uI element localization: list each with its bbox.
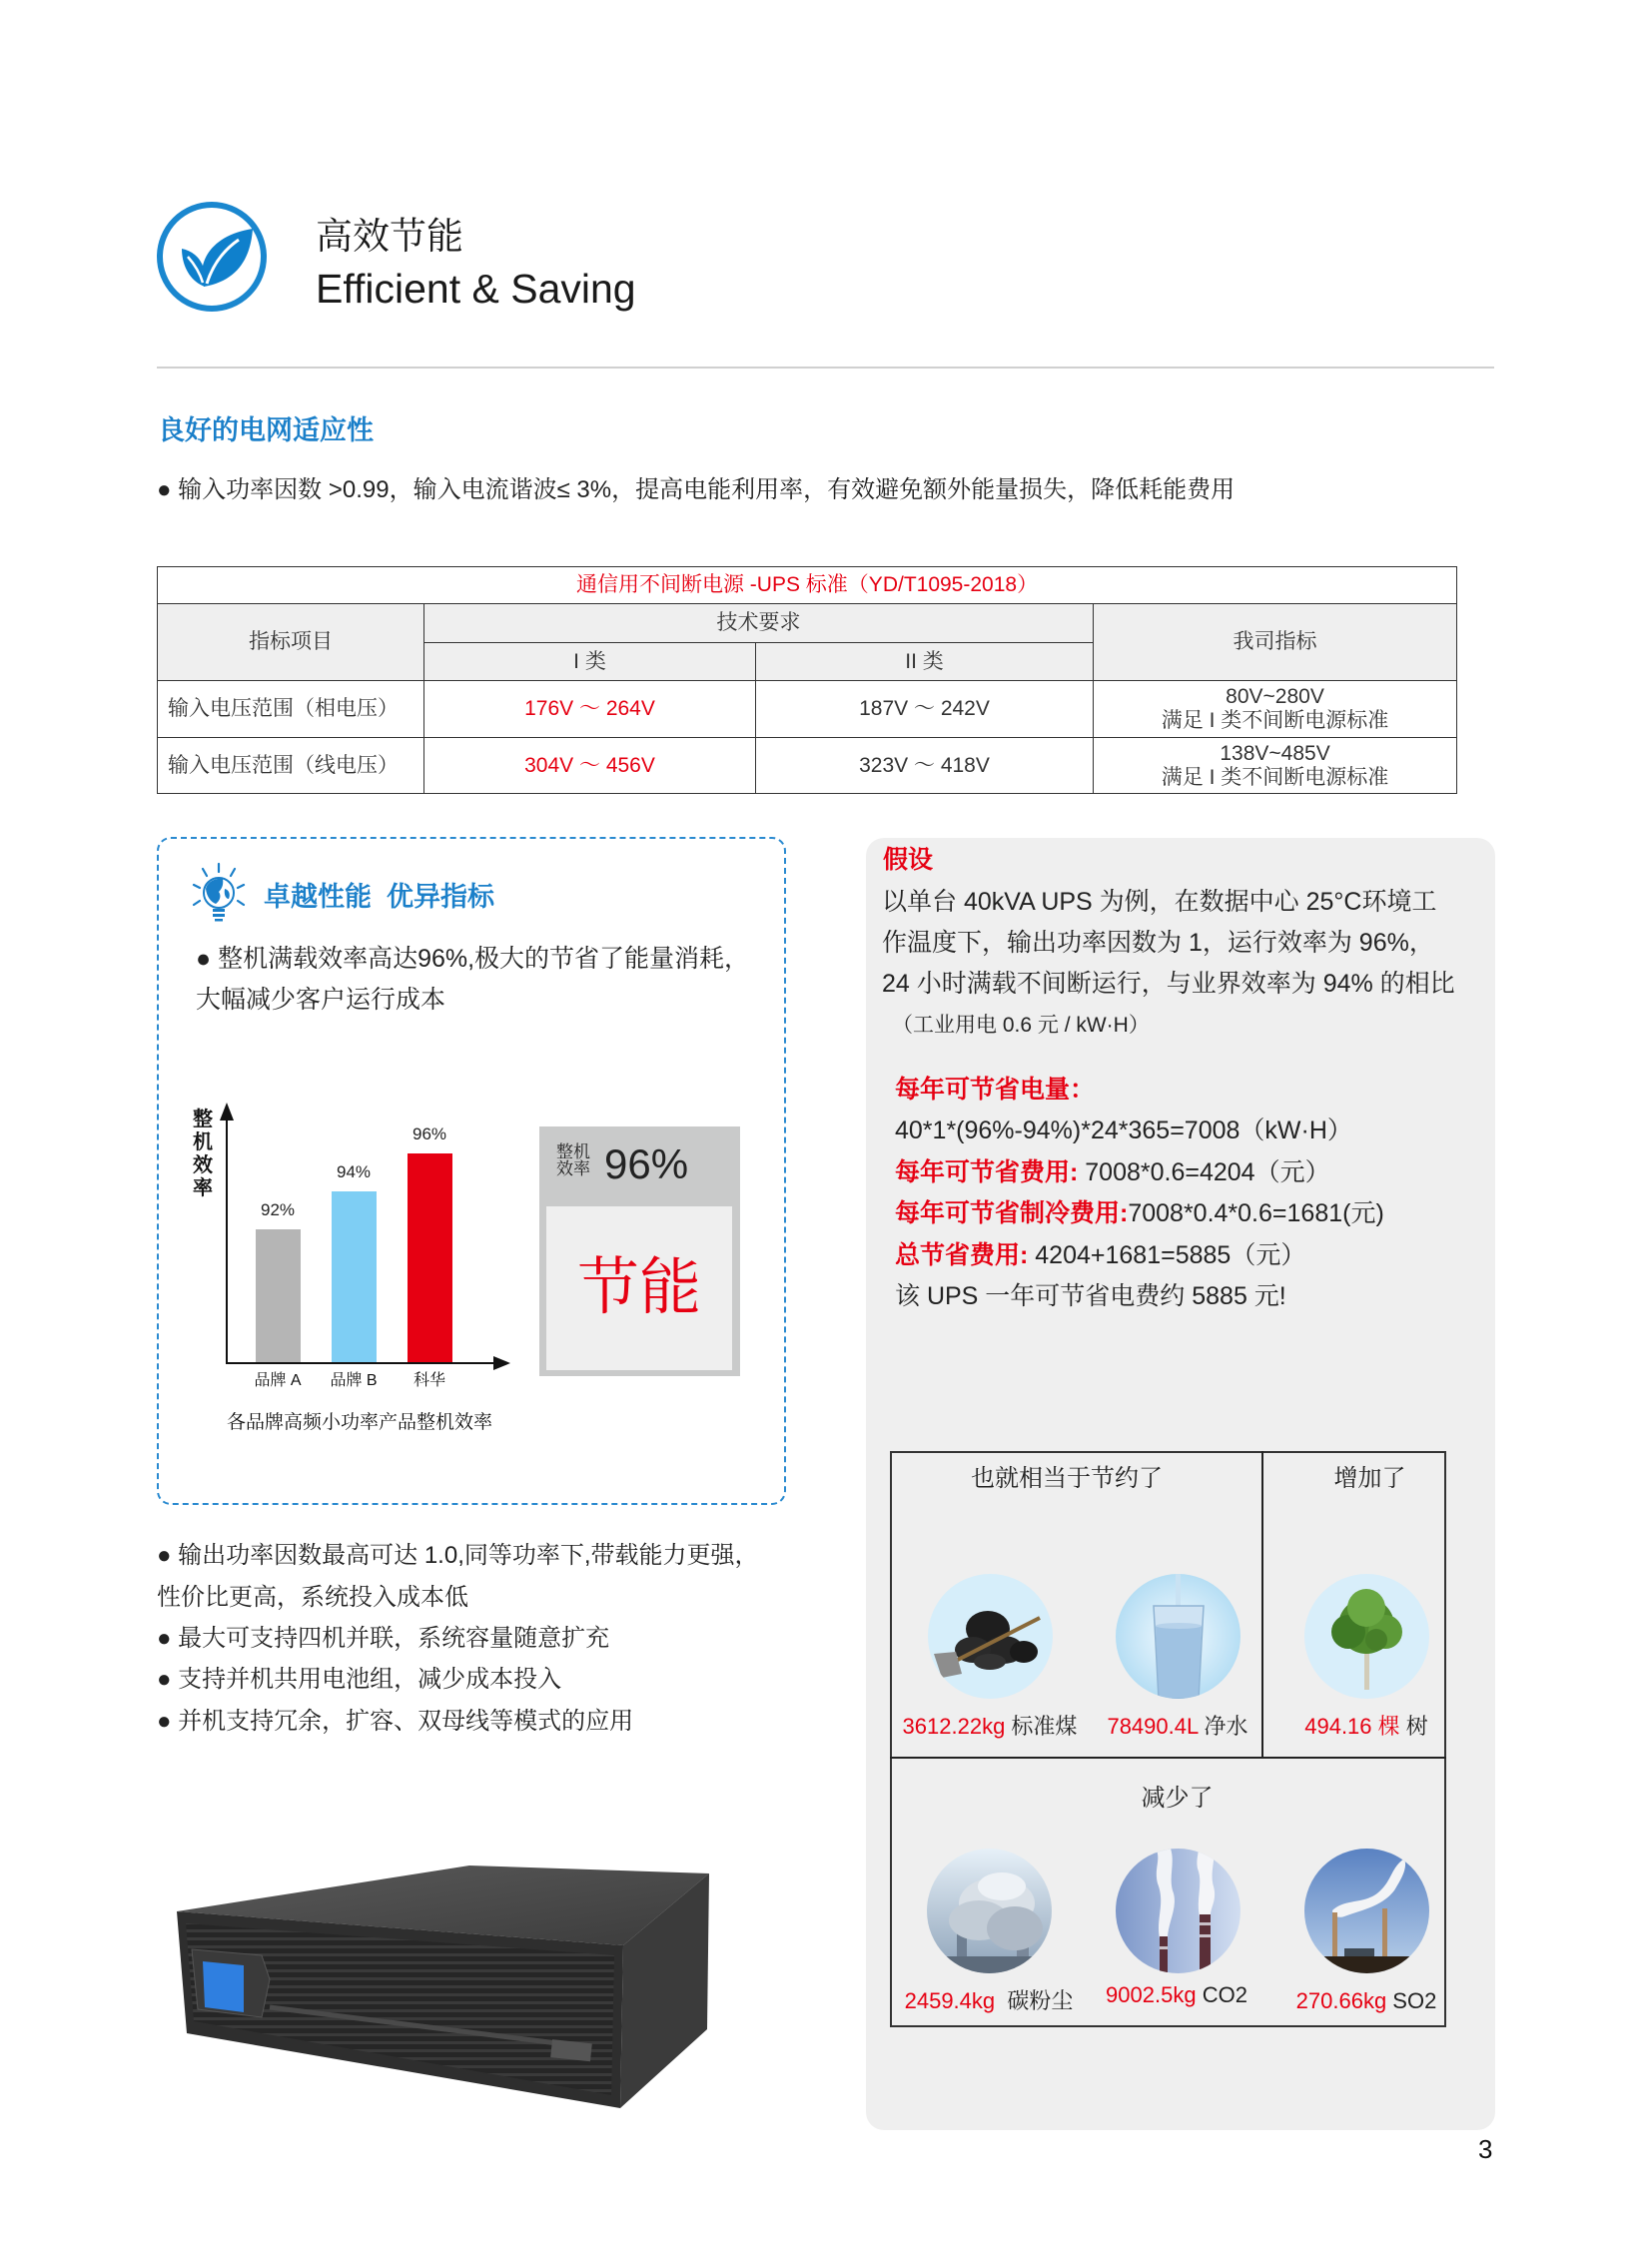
feature-item-continued: 性价比更高，系统投入成本低 bbox=[157, 1584, 468, 1611]
calc-value: 7008*0.6=4204（元） bbox=[1078, 1158, 1330, 1186]
ups-standard-table bbox=[157, 566, 1457, 794]
equivalent-amount: 270.66kg bbox=[1295, 1988, 1387, 2013]
our-spec-note: 满足 I 类不间断电源标准 bbox=[1161, 709, 1389, 732]
performance-text-line-2: 大幅减少客户运行成本 bbox=[196, 986, 446, 1014]
row-class-2: 187V ～ 242V bbox=[756, 681, 1094, 738]
feature-text: 并机支持冗余，扩容、双母线等模式的应用 bbox=[178, 1708, 634, 1735]
equivalent-amount: 494.16 棵 bbox=[1304, 1714, 1400, 1739]
dust-smoke-image bbox=[927, 1849, 1052, 1973]
calc-label: 每年可节省电量： bbox=[895, 1076, 1096, 1104]
calc-value: 该 UPS 一年可节省电费约 5885 元! bbox=[895, 1282, 1286, 1310]
feature-item bbox=[157, 1705, 633, 1739]
chart-caption: 各品牌高频小功率产品整机效率 bbox=[226, 1412, 492, 1433]
feature-item bbox=[157, 1663, 561, 1697]
performance-heading: 卓越性能 优异指标 bbox=[264, 882, 495, 912]
bullet-icon: ● bbox=[157, 1708, 172, 1735]
assumption-note: （工业用电 0.6 元 / kW·H） bbox=[892, 1014, 1150, 1037]
bar-value-label: 94% bbox=[336, 1162, 372, 1182]
ups-rack-unit-image bbox=[170, 1858, 719, 2117]
header-class-2: II 类 bbox=[756, 643, 1094, 681]
equivalent-label bbox=[1266, 1986, 1466, 2016]
calc-value: 7008*0.4*0.6=1681(元) bbox=[1128, 1199, 1384, 1227]
grid-bullet bbox=[157, 473, 1235, 507]
grid-bullet-text: 输入功率因数 >0.99，输入电流谐波≤ 3%，提高电能利用率，有效避免额外能量损失，降低耗能费用 bbox=[178, 476, 1236, 503]
equivalent-amount: 3612.22kg bbox=[902, 1714, 1006, 1739]
table-title: 通信用不间断电源 -UPS 标准（YD/T1095-2018） bbox=[158, 567, 1457, 604]
header-item: 指标项目 bbox=[158, 604, 424, 681]
lightbulb-globe-icon bbox=[192, 859, 250, 923]
our-spec-note: 满足 I 类不间断电源标准 bbox=[1161, 765, 1389, 789]
equivalent-label bbox=[890, 1712, 1090, 1742]
header-class-1: I 类 bbox=[424, 643, 756, 681]
assumption-line: 24 小时满载不间断运行，与业界效率为 94% 的相比 bbox=[882, 970, 1455, 998]
calc-line bbox=[895, 1196, 1384, 1230]
feature-item bbox=[157, 1622, 609, 1656]
our-spec-range: 138V~485V bbox=[1220, 741, 1330, 765]
calc-label: 每年可节省费用: bbox=[895, 1158, 1079, 1186]
leaf-icon bbox=[155, 199, 271, 315]
row-class-1: 304V ～ 456V bbox=[424, 738, 756, 794]
category-label: 品牌 A bbox=[254, 1372, 302, 1389]
feature-item bbox=[157, 1539, 759, 1573]
performance-text: 整机满载效率高达96%,极大的节省了能量消耗， bbox=[218, 945, 750, 973]
equivalent-label bbox=[1077, 1980, 1276, 2010]
efficiency-badge-value: 96% bbox=[604, 1140, 689, 1187]
section-heading-grid: 良好的电网适应性 bbox=[158, 415, 374, 445]
equivalent-label bbox=[1266, 1712, 1466, 1742]
equivalent-unit: 碳粉尘 bbox=[995, 1988, 1074, 2013]
category-label: 科华 bbox=[413, 1372, 445, 1389]
our-spec-range: 80V~280V bbox=[1226, 685, 1324, 708]
calc-value: 40*1*(96%-94%)*24*365=7008（kW·H） bbox=[895, 1117, 1352, 1144]
equivalent-unit: SO2 bbox=[1386, 1988, 1437, 2013]
equivalent-unit: 标准煤 bbox=[1005, 1714, 1078, 1739]
equivalent-unit: 树 bbox=[1399, 1714, 1428, 1739]
bar-kehua bbox=[408, 1153, 452, 1362]
page-number: 3 bbox=[1478, 2134, 1493, 2164]
bullet-icon: ● bbox=[157, 1542, 172, 1569]
power-plant-image bbox=[1304, 1849, 1429, 1973]
equivalent-amount: 78490.4L bbox=[1107, 1714, 1199, 1739]
equivalent-amount: 9002.5kg bbox=[1106, 1982, 1197, 2007]
calc-line bbox=[895, 1114, 1352, 1147]
feature-text: 支持并机共用电池组，减少成本投入 bbox=[178, 1666, 562, 1693]
bar-value-label: 96% bbox=[412, 1124, 447, 1144]
bar-brand-b bbox=[332, 1191, 377, 1362]
coal-image bbox=[928, 1574, 1053, 1699]
table-row bbox=[158, 681, 1457, 738]
assumption-line: 作温度下，输出功率因数为 1，运行效率为 96%， bbox=[882, 929, 1434, 957]
header-tech-requirements: 技术要求 bbox=[424, 604, 1094, 643]
row-item: 输入电压范围（线电压） bbox=[158, 738, 424, 794]
calc-value: 4204+1681=5885（元） bbox=[1028, 1241, 1306, 1269]
equivalent-amount: 2459.4kg bbox=[904, 1988, 996, 2013]
equivalent-unit: 净水 bbox=[1198, 1714, 1248, 1739]
bullet-icon: ● bbox=[157, 476, 172, 503]
bar-value-label: 92% bbox=[260, 1200, 296, 1220]
calc-line bbox=[895, 1279, 1286, 1313]
water-glass-image bbox=[1116, 1574, 1240, 1699]
energy-saving-caption: 节能 bbox=[546, 1206, 732, 1370]
header-divider bbox=[157, 367, 1494, 369]
grid-divider-horizontal bbox=[890, 1757, 1446, 1759]
category-label: 品牌 B bbox=[330, 1372, 378, 1389]
chimney-smoke-image bbox=[1116, 1849, 1240, 1973]
reduced-title: 减少了 bbox=[1141, 1785, 1214, 1812]
bullet-icon: ● bbox=[196, 945, 212, 973]
performance-text-line-1 bbox=[196, 942, 749, 976]
equivalent-label bbox=[1078, 1712, 1277, 1742]
bullet-icon: ● bbox=[157, 1666, 172, 1693]
row-our-spec bbox=[1094, 681, 1457, 738]
calc-label: 每年可节省制冷费用: bbox=[895, 1199, 1129, 1227]
bullet-icon: ● bbox=[157, 1625, 172, 1652]
row-item: 输入电压范围（相电压） bbox=[158, 681, 424, 738]
equivalent-label bbox=[889, 1986, 1089, 2016]
calc-line bbox=[895, 1238, 1305, 1272]
row-class-2: 323V ～ 418V bbox=[756, 738, 1094, 794]
assumption-title: 假设 bbox=[883, 846, 934, 874]
efficiency-badge-label: 整机效率 bbox=[556, 1142, 590, 1178]
equivalent-unit: CO2 bbox=[1196, 1982, 1247, 2007]
header-our-spec: 我司指标 bbox=[1094, 604, 1457, 681]
added-title: 增加了 bbox=[1333, 1465, 1406, 1492]
tree-image bbox=[1304, 1574, 1429, 1699]
calc-line bbox=[895, 1073, 1095, 1107]
page-title-en: Efficient & Saving bbox=[316, 266, 636, 312]
calc-label: 总节省费用: bbox=[895, 1241, 1029, 1269]
efficiency-bar-chart bbox=[180, 1089, 539, 1448]
row-our-spec bbox=[1094, 738, 1457, 794]
calc-line bbox=[895, 1155, 1330, 1189]
feature-text: 输出功率因数最高可达 1.0,同等功率下,带载能力更强， bbox=[178, 1542, 759, 1569]
feature-text: 最大可支持四机并联，系统容量随意扩充 bbox=[178, 1625, 610, 1652]
page-title-cn: 高效节能 bbox=[316, 216, 463, 257]
saved-title: 也就相当于节约了 bbox=[971, 1465, 1163, 1492]
chart-y-axis-label: 整机效率 bbox=[193, 1109, 213, 1199]
table-row bbox=[158, 738, 1457, 794]
assumption-line: 以单台 40kVA UPS 为例，在数据中心 25°C环境工 bbox=[882, 888, 1437, 916]
bar-brand-a bbox=[256, 1229, 301, 1362]
row-class-1: 176V ～ 264V bbox=[424, 681, 756, 738]
